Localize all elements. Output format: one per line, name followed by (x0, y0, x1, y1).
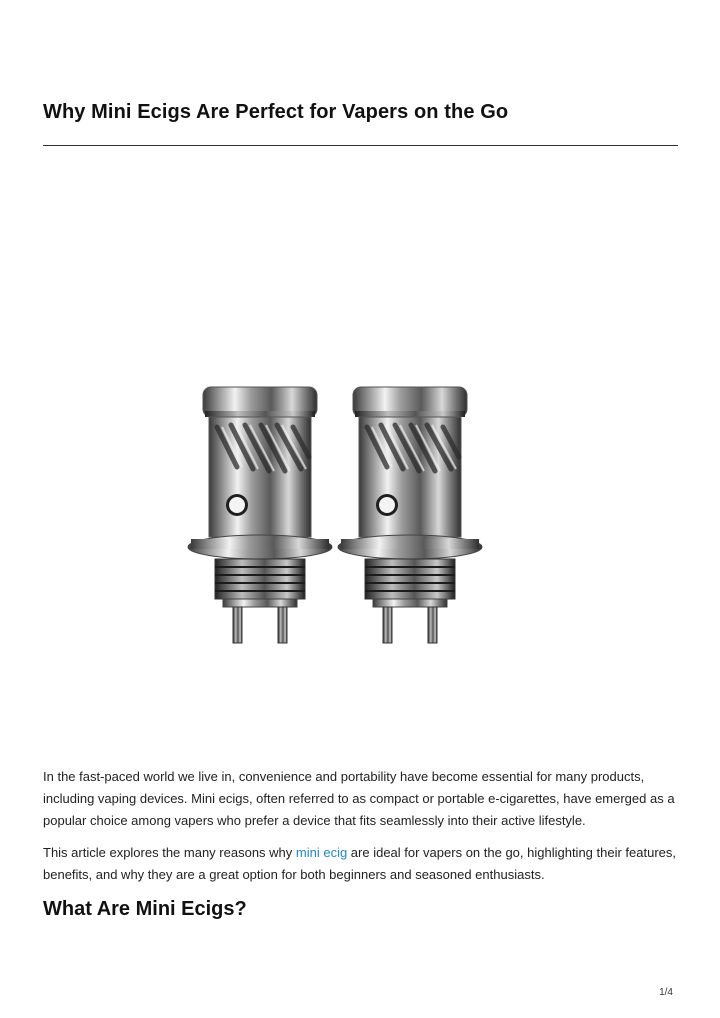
hero-image (43, 157, 679, 735)
section-heading: What Are Mini Ecigs? (43, 898, 247, 920)
intro-paragraph: In the fast-paced world we live in, convenience and portability have become essential for many products, including vaping devices. Mini ecigs, often referred to as compact or portable e-cigarettes, have emerged as a popular choice among vapers who prefer a device that fits seamlessly into their active lifestyle. (43, 769, 675, 828)
mini-ecig-link[interactable]: mini ecig (295, 845, 348, 860)
page-number: 1/4 (659, 987, 673, 998)
page-title: Why Mini Ecigs Are Perfect for Vapers on the Go (43, 101, 509, 123)
paragraph-text-end: are ideal for vapers on the go, highlighting their features, benefits, and why they are a great option for both beginners and seasoned enthusiasts. (43, 845, 677, 882)
overview-paragraph (43, 842, 683, 886)
paragraph-text-start: This article explores the many reasons why (43, 845, 296, 860)
title-divider (43, 145, 678, 146)
